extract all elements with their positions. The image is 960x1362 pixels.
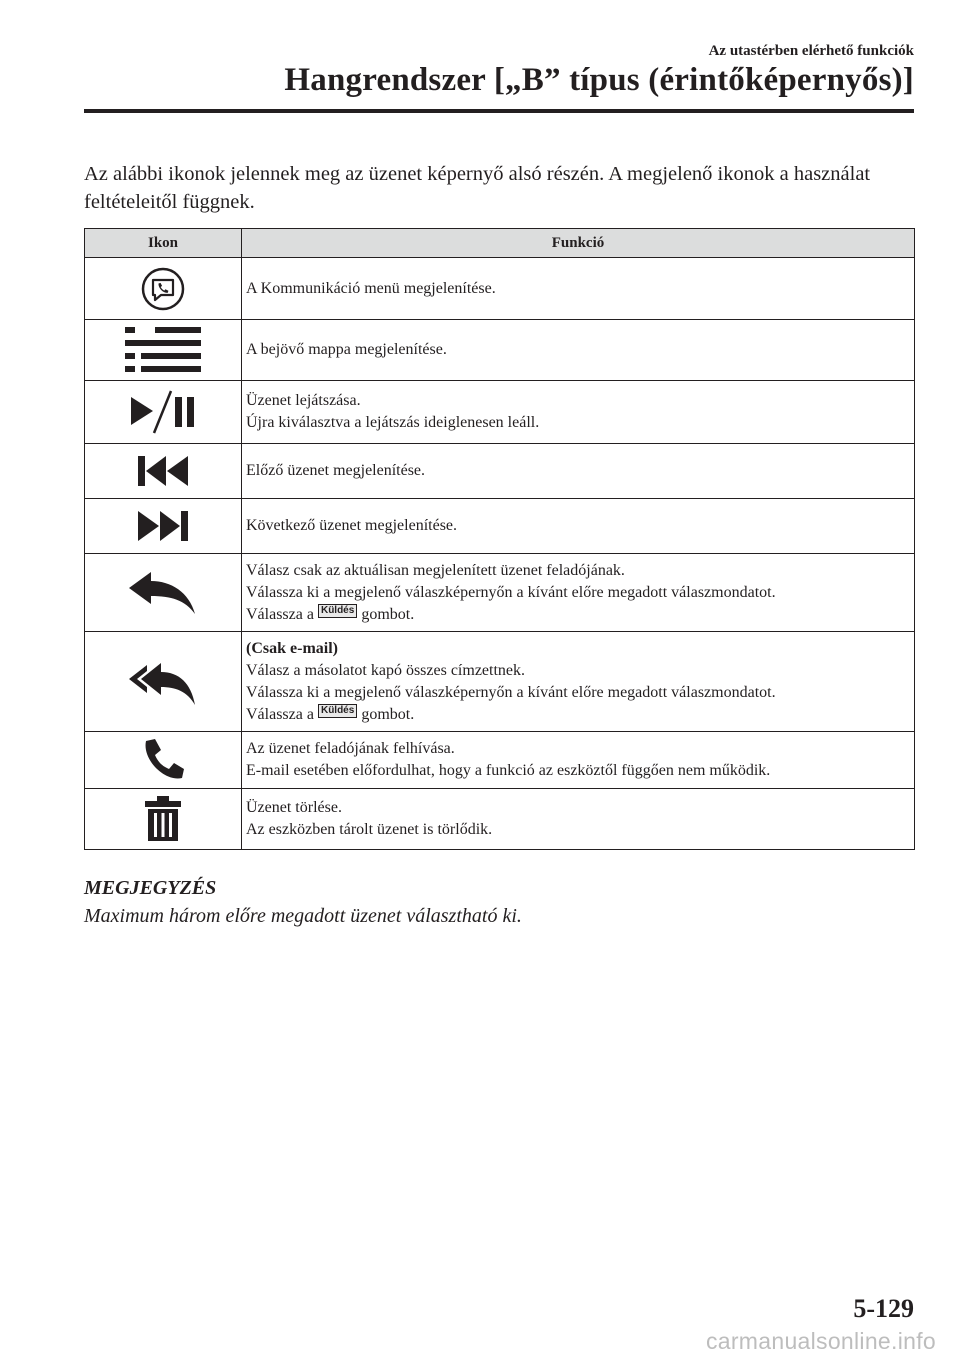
function-text: A Kommunikáció menü megjelenítése.	[246, 279, 496, 297]
function-text: Újra kiválasztva a lejátszás ideiglenesen leáll.	[246, 414, 540, 431]
select-prefix: Válassza a	[246, 605, 314, 623]
function-text: Válassza ki a megjelenő válaszképernyőn a kívánt előre megadott válaszmondatot.	[246, 583, 776, 601]
function-text: Az üzenet feladójának felhívása.	[246, 740, 455, 757]
column-header-icon: Ikon	[85, 229, 242, 258]
select-prefix: Válassza a	[246, 705, 314, 723]
function-text: Előző üzenet megjelenítése.	[246, 462, 426, 479]
header-divider	[84, 109, 914, 113]
send-button-label: Küldés	[318, 704, 357, 718]
table-row	[85, 444, 915, 499]
function-text: Válassza ki a megjelenő válaszképernyőn a kívánt előre megadott válaszmondatot.	[246, 683, 776, 701]
table-row	[85, 320, 915, 381]
page-title: Hangrendszer [„B” típus (érintőképernyős)]	[284, 62, 914, 98]
table-row	[85, 732, 915, 789]
reply-icon	[127, 570, 199, 616]
note-text: Maximum három előre megadott üzenet választható ki.	[84, 905, 522, 927]
play-pause-icon	[127, 389, 199, 435]
table-header-row	[85, 229, 915, 258]
function-text: Válasz csak az aktuálisan megjelenített üzenet feladójának.	[246, 561, 625, 579]
icon-function-table	[84, 228, 915, 850]
table-row	[85, 381, 915, 444]
function-text: Válasz a másolatot kapó összes címzettnek.	[246, 661, 526, 679]
function-text: A bejövő mappa megjelenítése.	[246, 341, 447, 358]
reply-all-icon	[127, 657, 199, 707]
note-heading: MEGJEGYZÉS	[84, 877, 217, 899]
communication-icon	[141, 267, 185, 311]
select-suffix: gombot.	[361, 605, 415, 623]
table-row	[85, 789, 915, 850]
select-instruction	[246, 604, 908, 626]
function-text: Üzenet lejátszása.	[246, 392, 361, 409]
function-text: Az eszközben tárolt üzenet is törlődik.	[246, 821, 493, 838]
table-row	[85, 632, 915, 732]
inbox-list-icon	[123, 325, 203, 375]
trash-icon	[143, 795, 183, 843]
function-text: E-mail esetében előfordulhat, hogy a funkció az eszköztől függően nem működik.	[246, 762, 771, 779]
function-text: (Csak e-mail)	[246, 639, 338, 657]
table-row	[85, 554, 915, 632]
watermark: carmanualsonline.info	[705, 1328, 936, 1354]
phone-icon	[140, 737, 186, 783]
next-icon	[136, 509, 190, 543]
select-suffix: gombot.	[361, 705, 415, 723]
table-row	[85, 499, 915, 554]
function-text: Következő üzenet megjelenítése.	[246, 517, 458, 534]
section-title: Az utastérben elérhető funkciók	[708, 43, 914, 59]
send-button-label: Küldés	[318, 604, 357, 618]
previous-icon	[136, 454, 190, 488]
column-header-function: Funkció	[242, 229, 915, 258]
intro-paragraph: Az alábbi ikonok jelennek meg az üzenet képernyő alsó részén. A megjelenő ikonok a használat feltételeitől függnek.	[84, 163, 871, 213]
page-number: 5-129	[853, 1294, 914, 1323]
function-text: Üzenet törlése.	[246, 799, 342, 816]
select-instruction	[246, 704, 908, 726]
table-row	[85, 258, 915, 320]
